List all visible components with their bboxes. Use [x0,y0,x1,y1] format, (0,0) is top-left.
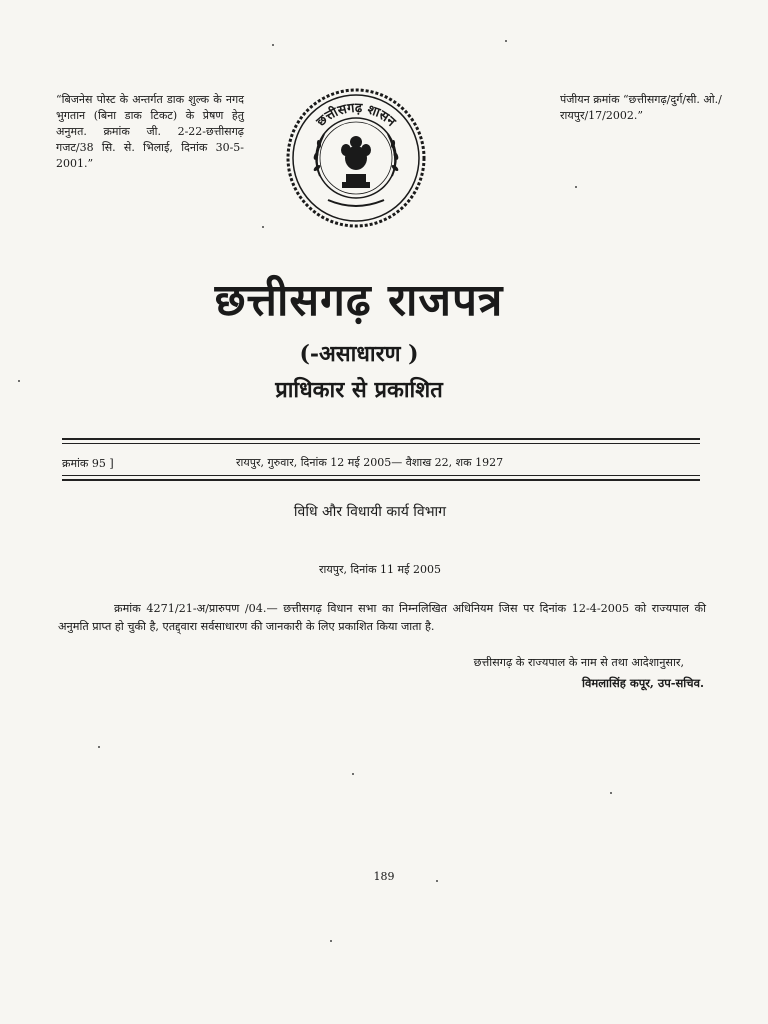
scan-speck [272,44,274,46]
registration-note: पंजीयन क्रमांक “छत्तीसगढ़/दुर्ग/सी. ओ./रायपुर/17/2002.” [560,93,722,122]
notice-date: रायपुर, दिनांक 11 मई 2005 [318,563,442,576]
government-seal [276,84,436,228]
scan-speck [330,940,332,942]
scan-speck [505,40,507,42]
gazette-title: छत्तीसगढ़ राजपत्र [214,275,504,326]
page-number: 189 [373,870,395,883]
scan-speck [262,226,264,228]
svg-text:छत्तीसगढ़ शासन [313,101,399,131]
top-rule [62,438,700,440]
scan-speck [610,792,612,794]
bottom-rule-thin [62,475,700,476]
scan-speck [575,186,577,188]
order-line: छत्तीसगढ़ के राज्यपाल के नाम से तथा आदेशानुसार, [473,656,684,669]
gazette-subtitle: (-असाधारण ) [299,341,419,367]
scan-speck [98,746,100,748]
seal-emblem-icon [276,84,436,228]
signatory: विमलासिंह कपूर, उप-सचिव. [581,676,704,690]
notice-body: क्रमांक 4271/21-अ/प्रारुपण /04.— छत्तीसगढ़ विधान सभा का निम्नलिखित अधिनियम जिस पर दिनांक 12-4-2005 को राज्यपाल की अनुमति प्राप्त हो चुकी है, एतद्द्वारा सर्वसाधारण की जानकारी के लिए प्रकाशित किया जाता है. [58,602,706,634]
publication-authority: प्राधिकार से प्रकाशित [275,377,443,403]
department-heading: विधि और विधायी कार्य विभाग [293,504,447,520]
top-rule-thin [62,443,700,444]
bottom-rule [62,479,700,481]
postal-permission-note: “बिजनेस पोस्ट के अन्तर्गत डाक शुल्क के नगद भुगतान (बिना डाक टिकट) के प्रेषण हेतु अनुमत. क्रमांक जी. 2-22-छत्तीसगढ़ गजट/38 सि. से. भिलाई, दिनांक 30-5-2001.” [56,93,244,170]
issue-dateline: रायपुर, गुरुवार, दिनांक 12 मई 2005— वैशाख 22, शक 1927 [236,456,504,469]
seal-text: छत्तीसगढ़ शासन [313,100,399,130]
issue-number: क्रमांक 95 ] [62,457,114,470]
scan-speck [352,773,354,775]
